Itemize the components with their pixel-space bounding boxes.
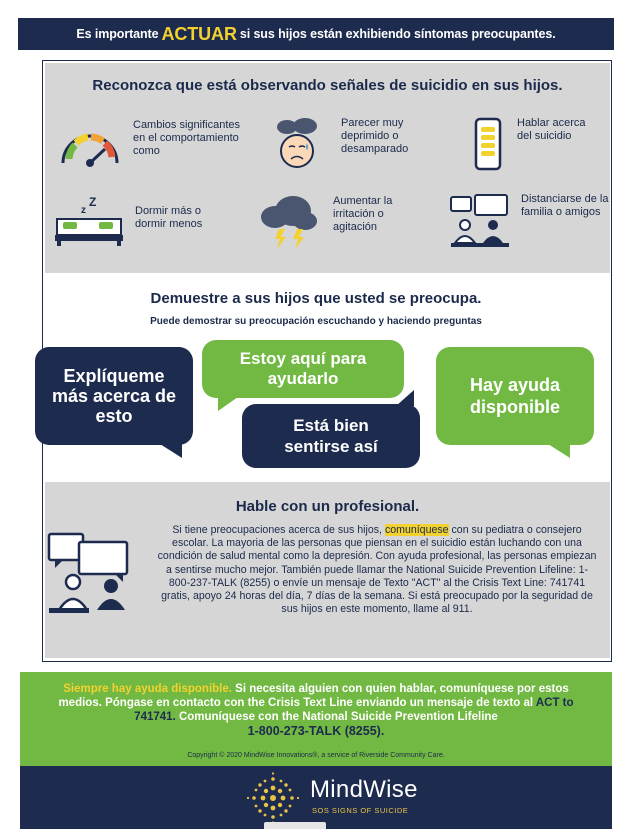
care-subtitle: Puede demostrar su preocupación escuchando y haciendo preguntas [150, 316, 482, 327]
symptom-text: Distanciarse de la familia o amigos [521, 193, 609, 218]
symptom-item [55, 119, 243, 169]
symptom-text: Cambios significantes en el comportamiento como [133, 119, 240, 157]
svg-text:z: z [81, 205, 86, 216]
scroll-tab[interactable] [264, 822, 326, 829]
symptom-item [267, 117, 431, 173]
symptom-text: Hablar acerca del suicidio [517, 117, 586, 142]
care-title: Demuestre a sus hijos que usted se preocupa. [150, 290, 482, 307]
symptom-item [53, 193, 205, 247]
professional-title: Hable con un profesional. [235, 498, 420, 515]
bubble-tail [160, 444, 182, 458]
sad-face-cloud-icon [267, 117, 327, 173]
bubble-here: Estoy aquí para ayudarlo [202, 340, 404, 398]
people-bubbles-icon [449, 193, 511, 249]
storm-cloud-icon [255, 191, 321, 251]
symptom-item [449, 193, 611, 249]
svg-text:Z: Z [89, 195, 97, 209]
copyright: Copyright © 2020 MindWise Innovations®, a service of Riverside Community Care. [187, 752, 445, 759]
professional-body-rest: con su pediatra o consejero escolar. La mayoria de las personas que piensan en el suicidio están luchando con una condición de salud mental como la depresión. Con ayuda profesional, las personas empiezan a sentirse mucho mejor. También puede llamar the National Suicide Prevention Lifeline: 1-800-237-TALK (8255) o envíe un mensaje de Texto "ACT" al the Crisis Text Line: 741741 gratis, apoyo 24 horas del día, 7 días de la semana. Si está preocupado por la seguridad de sus hijos en este momento, llame al 911. [157, 524, 597, 616]
brand-name: MindWise [310, 776, 418, 803]
help-text-2: Comuníquese con the National Suicide Prevention Lifeline [178, 711, 498, 723]
bubble-help: Hay ayuda disponible [436, 347, 594, 445]
bubble-tail [218, 397, 238, 411]
help-act: ACT to 741741. [134, 697, 574, 723]
professional-body-highlight: comuníquese [384, 524, 449, 536]
bed-sleep-icon [53, 193, 125, 247]
banner-text-before: Es importante [76, 27, 159, 41]
top-banner [18, 18, 614, 50]
bubble-tail [548, 444, 570, 458]
symptom-item [255, 191, 413, 251]
bubble-explain: Explíqueme más acerca de esto [35, 347, 193, 445]
symptom-item [473, 117, 597, 173]
help-phone: 1-800-273-TALK (8255). [247, 724, 385, 738]
bubble-tail [396, 390, 414, 406]
counselor-conversation-icon [45, 528, 137, 618]
brand-subtitle: SOS SIGNS OF SUICIDE [312, 806, 409, 815]
help-lead: Siempre hay ayuda disponible. [63, 683, 232, 695]
symptom-text: Aumentar la irritación o agitación [333, 195, 393, 233]
symptom-text: Dormir más o dormir menos [135, 205, 203, 230]
professional-section [45, 482, 610, 658]
gauge-icon [55, 119, 125, 169]
footer [20, 766, 612, 829]
bubble-okay: Está bien sentirse así [242, 404, 420, 468]
recognize-title: Reconozca que está observando señales de suicidio en sus hijos. [92, 77, 563, 94]
professional-body-start: Si tiene preocupaciones acerca de sus hijos, [172, 524, 382, 536]
banner-highlight: ACTUAR [161, 23, 237, 44]
symptom-text: Parecer muy deprimido o desamparado [341, 117, 409, 155]
banner-text-after: si sus hijos están exhibiendo síntomas preocupantes. [239, 27, 556, 41]
professional-body [157, 524, 597, 616]
recognize-section [45, 63, 610, 273]
help-text-1: Si necesita alguien con quien hablar, comuníquese por estos medios. Póngase en contacto con the Crisis Text Line enviando un mensaje de texto al [58, 683, 569, 709]
mindwise-logo-icon [244, 772, 302, 824]
phone-chat-icon [473, 117, 503, 173]
